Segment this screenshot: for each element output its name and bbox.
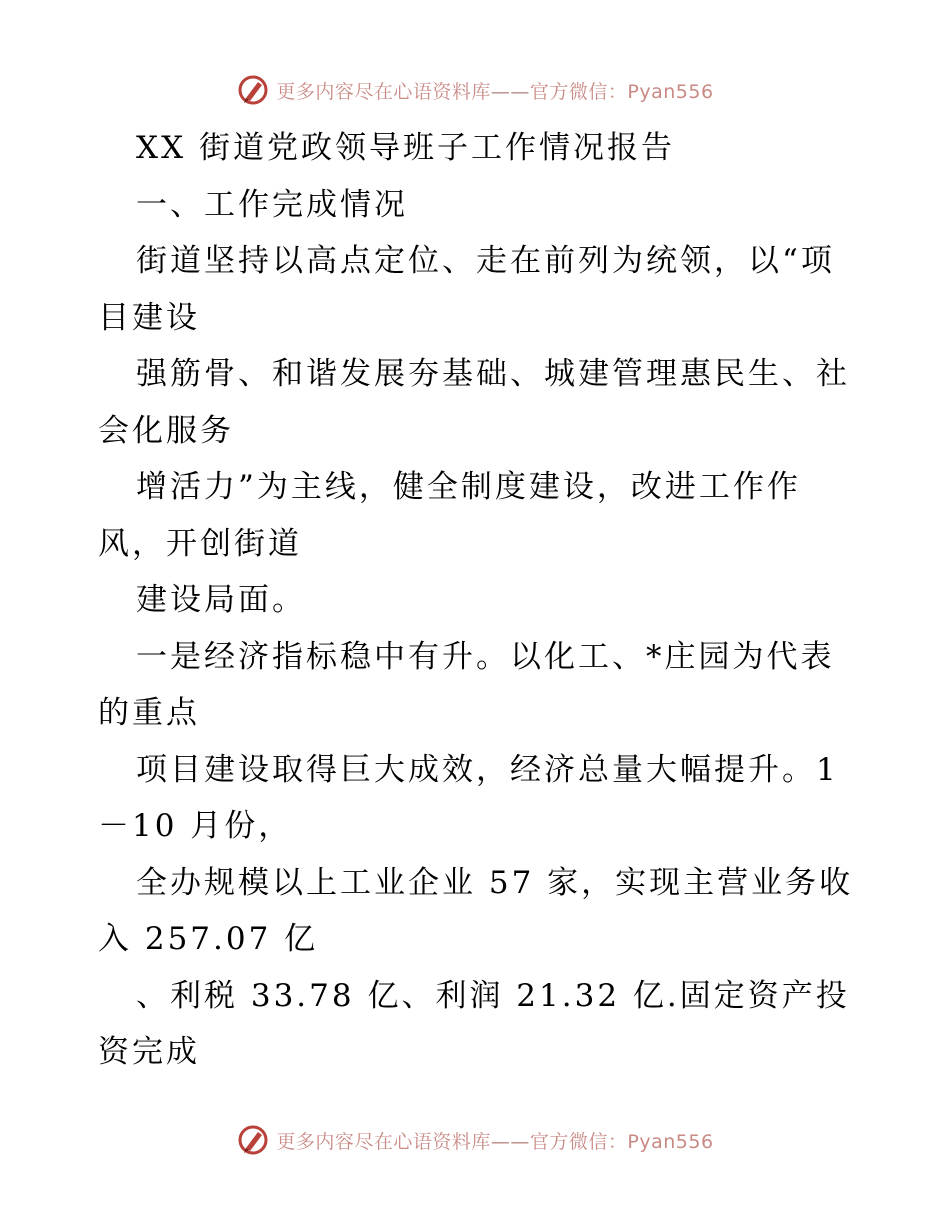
- paragraph-line: 资完成: [98, 1034, 200, 1070]
- paragraph-line: 一是经济指标稳中有升。以化工、*庄园为代表: [136, 638, 835, 675]
- watermark-text: 更多内容尽在心语资料库——官方微信：Pyan556: [276, 80, 714, 103]
- document-title: XX 街道党政领导班子工作情况报告: [136, 130, 675, 166]
- paragraph-line: 强筋骨、和谐发展夯基础、城建管理惠民生、社: [136, 356, 850, 392]
- pen-circle-logo-icon: [236, 1123, 270, 1157]
- document-body: [98, 120, 858, 1081]
- pen-circle-logo-icon: [236, 73, 270, 107]
- paragraph-line: 的重点: [98, 695, 200, 731]
- paragraph-line: 风，开创街道: [98, 525, 302, 562]
- paragraph-line: 入 257.07 亿: [98, 921, 319, 957]
- paragraph-line: 会化服务: [98, 412, 234, 449]
- watermark-text: 更多内容尽在心语资料库——官方微信：Pyan556: [276, 1130, 714, 1153]
- paragraph-line: 目建设: [98, 299, 200, 336]
- footer-watermark: [0, 1120, 950, 1160]
- section-heading: 一、工作完成情况: [136, 186, 408, 223]
- paragraph-line: 增活力”为主线，健全制度建设，改进工作作: [136, 469, 801, 505]
- paragraph-line: 建设局面。: [136, 582, 306, 618]
- paragraph-line: －10 月份，: [98, 808, 293, 844]
- paragraph-line: 、利税 33.78 亿、利润 21.32 亿.固定资产投: [136, 977, 850, 1014]
- paragraph-line: 项目建设取得巨大成效，经济总量大幅提升。1: [136, 751, 839, 788]
- paragraph-line: 街道坚持以高点定位、走在前列为统领，以“项: [136, 243, 835, 279]
- paragraph-line: 全办规模以上工业企业 57 家，实现主营业务收: [136, 864, 854, 901]
- header-watermark: [0, 70, 950, 110]
